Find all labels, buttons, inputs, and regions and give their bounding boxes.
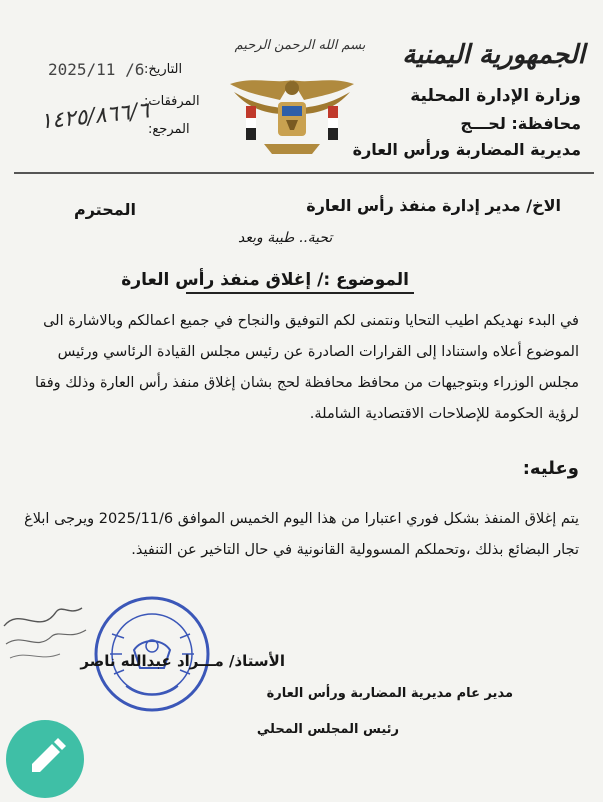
signer-title: مدير عام مديرية المضاربة ورأس العارة — [266, 686, 513, 701]
pencil-icon — [6, 720, 84, 798]
date-label: التاريخ: — [144, 62, 183, 77]
greeting: تحية.. طيبة وبعد — [238, 230, 333, 246]
paragraph-2-text-a: يتم إغلاق المنفذ بشكل فوري اعتبارا من هذا اليوم الخميس الموافق — [177, 511, 579, 527]
republic-title: الجمهورية اليمنية — [402, 40, 585, 70]
body-paragraph-1: في البدء نهديكم اطيب التحايا ونتمنى لكم التوفيق والنجاح في جميع اعمالكم وبالاشارة الى الموضوع أعلاه واستنادا إلى القرارات الصادرة عن رئيس مجلس القيادة الرئاسي ورئيس مجلس الوزراء وبتوجيهات من محافظ محافظة لحج بشان إغلاق منفذ رأس العارة وذلك وفقا لرؤية الحكومة للإصلاحات الاقتصادية الشاملة. — [34, 313, 579, 422]
basmala: بسم الله الرحمن الرحيم — [234, 38, 366, 53]
reference-number: ١٤٢٥/٨٦٦/٦ — [38, 98, 151, 135]
therefore-heading: وعليه: — [522, 458, 579, 479]
body-paragraph-2 — [19, 504, 579, 566]
paragraph-2-text-b: ويرجى ابلاغ تجار البضائع بذلك ،وتحملكم المسوولية القانونية في حال التاخير عن التنفيذ. — [24, 511, 579, 558]
subject-line: الموضوع :/ إغلاق منفذ رأس العارة — [121, 270, 409, 290]
header-divider — [14, 172, 594, 174]
ministry-name: وزارة الإدارة المحلية — [410, 86, 581, 106]
subject-underline — [186, 292, 414, 294]
reference-label: المرجع: — [148, 122, 190, 137]
handwritten-notes-icon — [0, 596, 90, 666]
honorific: المحترم — [74, 200, 136, 219]
yemen-emblem-icon — [224, 70, 360, 162]
signer-name: الأستاذ/ مـــراد عبدالله ناصر — [80, 652, 285, 670]
recipient-line: الاخ/ مدير إدارة منفذ رأس العارة — [306, 196, 561, 215]
closure-date: 2025/11/6 — [98, 511, 174, 527]
edit-fab-button[interactable] — [6, 720, 84, 798]
directorate-name: مديرية المضاربة ورأس العارة — [352, 140, 581, 159]
date-value: 2025/11 /6 — [48, 60, 145, 79]
attachments-label: المرفقات: — [144, 94, 200, 109]
governorate-name: محافظة: لحـــج — [460, 114, 581, 133]
council-title: رئيس المجلس المحلي — [256, 722, 399, 737]
